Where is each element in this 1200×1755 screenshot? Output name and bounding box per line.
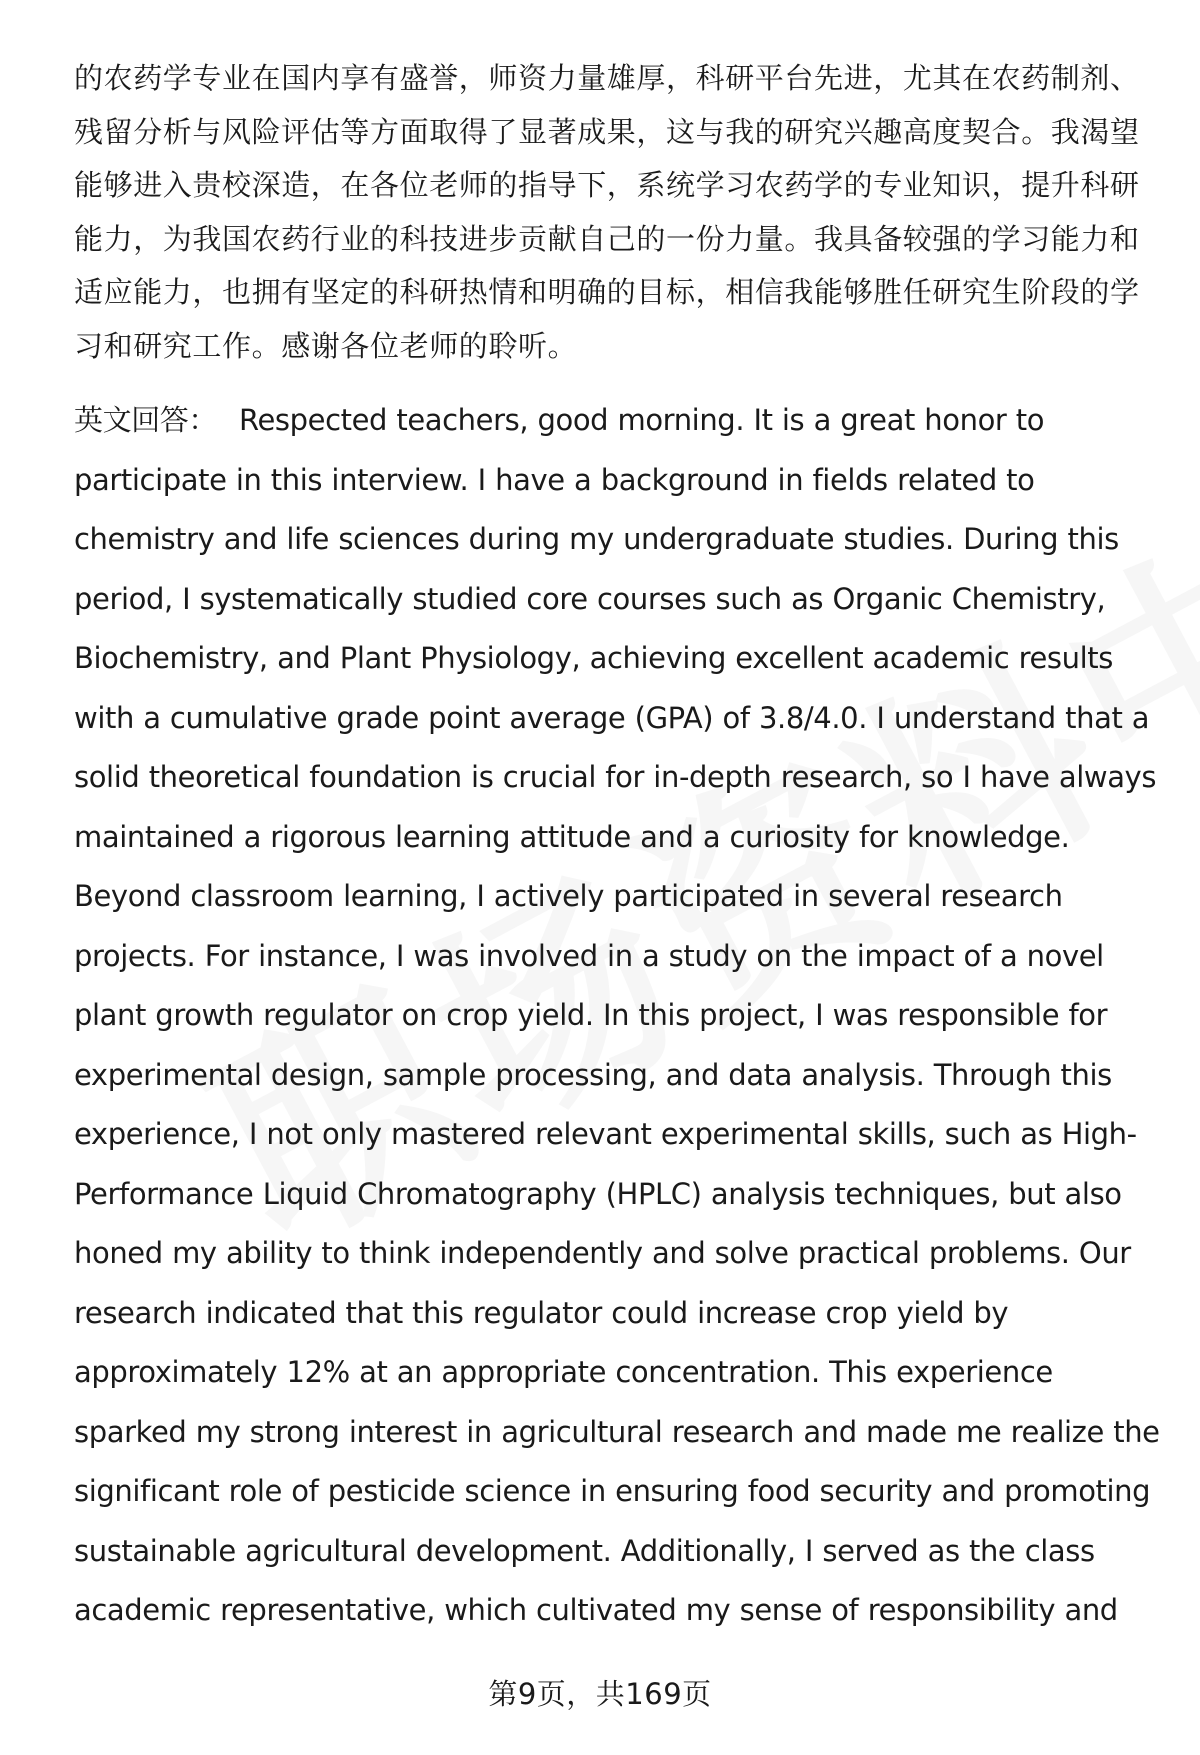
english-answer-paragraph	[74, 391, 1164, 1641]
english-answer-label: 英文回答：	[74, 403, 218, 437]
english-answer-text: Respected teachers, good morning. It is a great honor to participate in this interview. I have a background in fields related to chemistry and life sciences during my undergraduate studies. During this period, I systematically studied core courses such as Organic Chemistry, Biochemistry, and Plant Physiology, achieving excellent academic results with a cumulative grade point average (GPA) of 3.8/4.0. I understand that a solid theoretical foundation is crucial for in-depth research, so I have always maintained a rigorous learning attitude and a curiosity for knowledge. Beyond classroom learning, I actively participated in several research projects. For instance, I was involved in a study on the impact of a novel plant growth regulator on crop yield. In this project, I was responsible for experimental design, sample processing, and data analysis. Through this experience, I not only mastered relevant experimental skills, such as High-Performance Liquid Chromatography (HPLC) analysis techniques, but also honed my ability to think independently and solve practical problems. Our research indicated that this regulator could increase crop yield by approximately 12% at an appropriate concentration. This experience sparked my strong interest in agricultural research and made me realize the significant role of pesticide science in ensuring food security and promoting sustainable agricultural development. Additionally, I served as the class academic representative, which cultivated my sense of responsibility and	[74, 403, 1160, 1627]
document-body	[74, 52, 1164, 1641]
chinese-paragraph: 的农药学专业在国内享有盛誉，师资力量雄厚，科研平台先进，尤其在农药制剂、残留分析与风险评估等方面取得了显著成果，这与我的研究兴趣高度契合。我渴望能够进入贵校深造，在各位老师的指导下，系统学习农药学的专业知识，提升科研能力，为我国农药行业的科技进步贡献自己的一份力量。我具备较强的学习能力和适应能力，也拥有坚定的科研热情和明确的目标，相信我能够胜任研究生阶段的学习和研究工作。感谢各位老师的聆听。	[74, 61, 1140, 363]
page-number-footer: 第9页，共169页	[488, 1677, 712, 1711]
